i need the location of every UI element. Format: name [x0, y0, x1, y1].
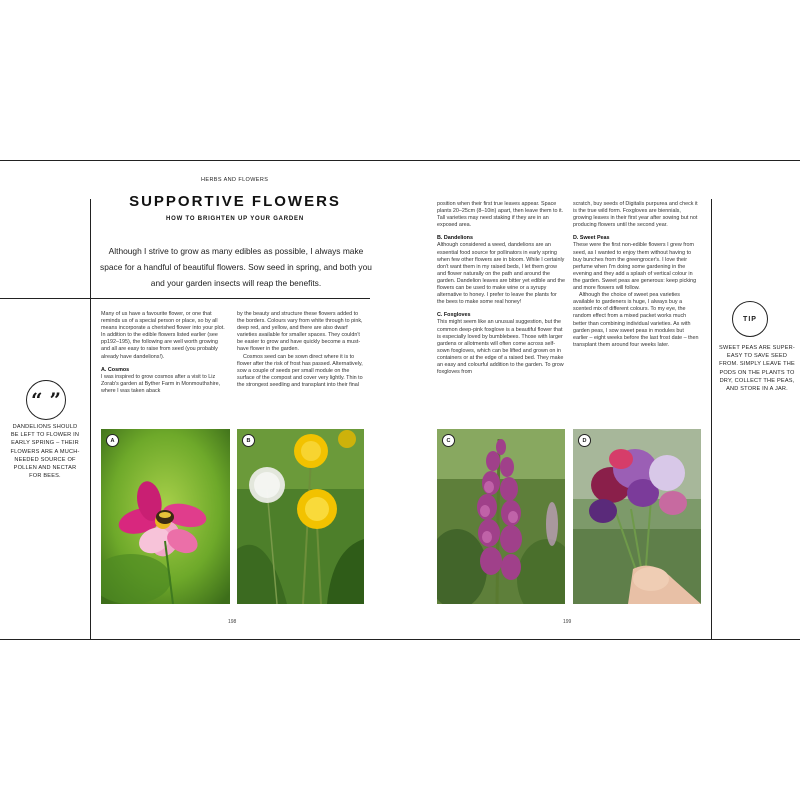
- photo-label-a: A: [106, 434, 119, 447]
- tip-badge: TIP: [732, 301, 768, 337]
- foxglove-image: [437, 429, 565, 604]
- text-column-1: [101, 311, 228, 395]
- page-number-left: 198: [228, 619, 237, 625]
- column-1-paragraph: Many of us have a favourite flower, or one that reminds us of a special person or place, so by all means incorporate a cherished flower into your plot. In addition to the edible flowers listed earlier (see pp192–195), the following are well worth growing and all are easy to raise from seed (you probably already have dandelions!).: [101, 311, 225, 360]
- quote-glyph: “ ”: [31, 388, 61, 412]
- column-1-paragraph-cosmos: I was inspired to grow cosmos after a visit to Liz Zorab's garden at Byther Farm in Monmouthshire, where I was taken aback: [101, 373, 221, 394]
- sweet-pea-image: [573, 429, 701, 604]
- photo-cosmos: [101, 429, 230, 604]
- photo-label-c: C: [442, 434, 455, 447]
- left-margin-rule: [90, 199, 91, 639]
- photo-label-d: D: [578, 434, 591, 447]
- page-number-right: 199: [563, 619, 572, 625]
- column-2-paragraph-sowing: Cosmos seed can be sown direct where it is to flower after the risk of frost has passed. Alternatively, sow a couple of seeds per small module on the surface of the compost and cover very lightly. Thin to the strongest seedling and transplant into their final: [237, 353, 363, 388]
- text-column-2: [237, 311, 365, 389]
- dandelion-pull-quote: DANDELIONS SHOULD BE LEFT TO FLOWER IN EARLY SPRING – THEIR FLOWERS ARE A MUCH-NEEDED SOURCE OF POLLEN AND NECTAR FOR BEES.: [10, 424, 80, 480]
- heading-foxgloves: C. Foxgloves: [437, 312, 471, 319]
- quote-icon: [26, 380, 66, 420]
- book-spread: [0, 160, 800, 640]
- intro-bottom-rule: [0, 298, 370, 299]
- column-3-paragraph-dandelions: Although considered a weed, dandelions are an essential food source for pollinators in early spring when few other flowers are in bloom. While I certainly don't want them in my raised beds, I let them grow and flower naturally on the path and around the garden. Dandelion leaves are bitter yet edible and the flowers can be used to make wine or a syrupy alternative to honey. I prefer to leave the plants for the bees to make some real honey!: [437, 242, 565, 306]
- photo-sweet-peas: [573, 429, 701, 604]
- page-title: SUPPORTIVE FLOWERS: [129, 193, 341, 210]
- section-label: HERBS AND FLOWERS: [201, 177, 269, 183]
- column-3-paragraph: position when their first true leaves appear. Space plants 20–25cm (8–10in) apart, then leave them to it. Tall varieties may need staking if they are in an exposed area.: [437, 201, 564, 229]
- photo-dandelions: [237, 429, 364, 604]
- dandelion-image: [237, 429, 364, 604]
- heading-dandelions: B. Dandelions: [437, 235, 473, 242]
- sweet-pea-tip-text: SWEET PEAS ARE SUPER-EASY TO SAVE SEED FROM. SIMPLY LEAVE THE PODS ON THE PLANTS TO DRY, COLLECT THE PEAS, AND STORE IN A JAR.: [719, 345, 795, 393]
- column-3-paragraph-foxgloves: This might seem like an unusual suggestion, but the common deep-pink foxglove is a beautiful flower that is especially loved by bumblebees. Those with larger gardens or allotments will often come across self-sown foxgloves, which can be lifted and grown on in containers or at the edge of a raised bed. They make an easy and colourful addition to the garden. To grow foxgloves from: [437, 319, 564, 376]
- heading-sweet-peas: D. Sweet Peas: [573, 235, 610, 242]
- column-4-paragraph-varieties: Although the choice of sweet pea varieties available to gardeners is huge, I always buy a scented mix of different colours. To my eye, the random effect from a mixed packet works much better than combining individual varieties. As with garden peas, I sow sweet peas in modules but earlier – eight weeks before the last frost date – then transplant them around four weeks later.: [573, 292, 699, 348]
- column-4-paragraph: scratch, buy seeds of Digitalis purpurea and check it is the true wild form. Foxgloves are biennials, growing leaves in their first year after sowing but not producing flowers until the second year.: [573, 201, 698, 229]
- intro-paragraph: Although I strive to grow as many edibles as possible, I always make space for a handful of beautiful flowers. Sow seed in spring, and both you and your garden insects will reap the benefits.: [100, 246, 372, 288]
- photo-foxgloves: [437, 429, 565, 604]
- photo-label-b: B: [242, 434, 255, 447]
- heading-cosmos: A. Cosmos: [101, 366, 130, 373]
- text-column-3: [437, 201, 565, 376]
- cosmos-image: [101, 429, 230, 604]
- text-column-4: [573, 201, 700, 349]
- right-margin-rule: [711, 199, 712, 639]
- page-subtitle: HOW TO BRIGHTEN UP YOUR GARDEN: [165, 216, 304, 222]
- column-2-paragraph: by the beauty and structure these flowers added to the borders. Colours vary from white through to pink, deep red, and yellow, and there are also dwarf varieties available for smaller spaces. They couldn't be easier to grow and have quickly become a must-have flower in the garden.: [237, 311, 363, 353]
- column-4-paragraph-sweet-peas: These were the first non-edible flowers I grew from seed, as I wanted to enjoy them without having to buy bunches from the greengrocer's. I love their perfume when I'm doing some gardening in the evening and they add a splash of vertical colour in the garden. Sweet peas are generous: keep picking and more flowers will follow.: [573, 242, 697, 292]
